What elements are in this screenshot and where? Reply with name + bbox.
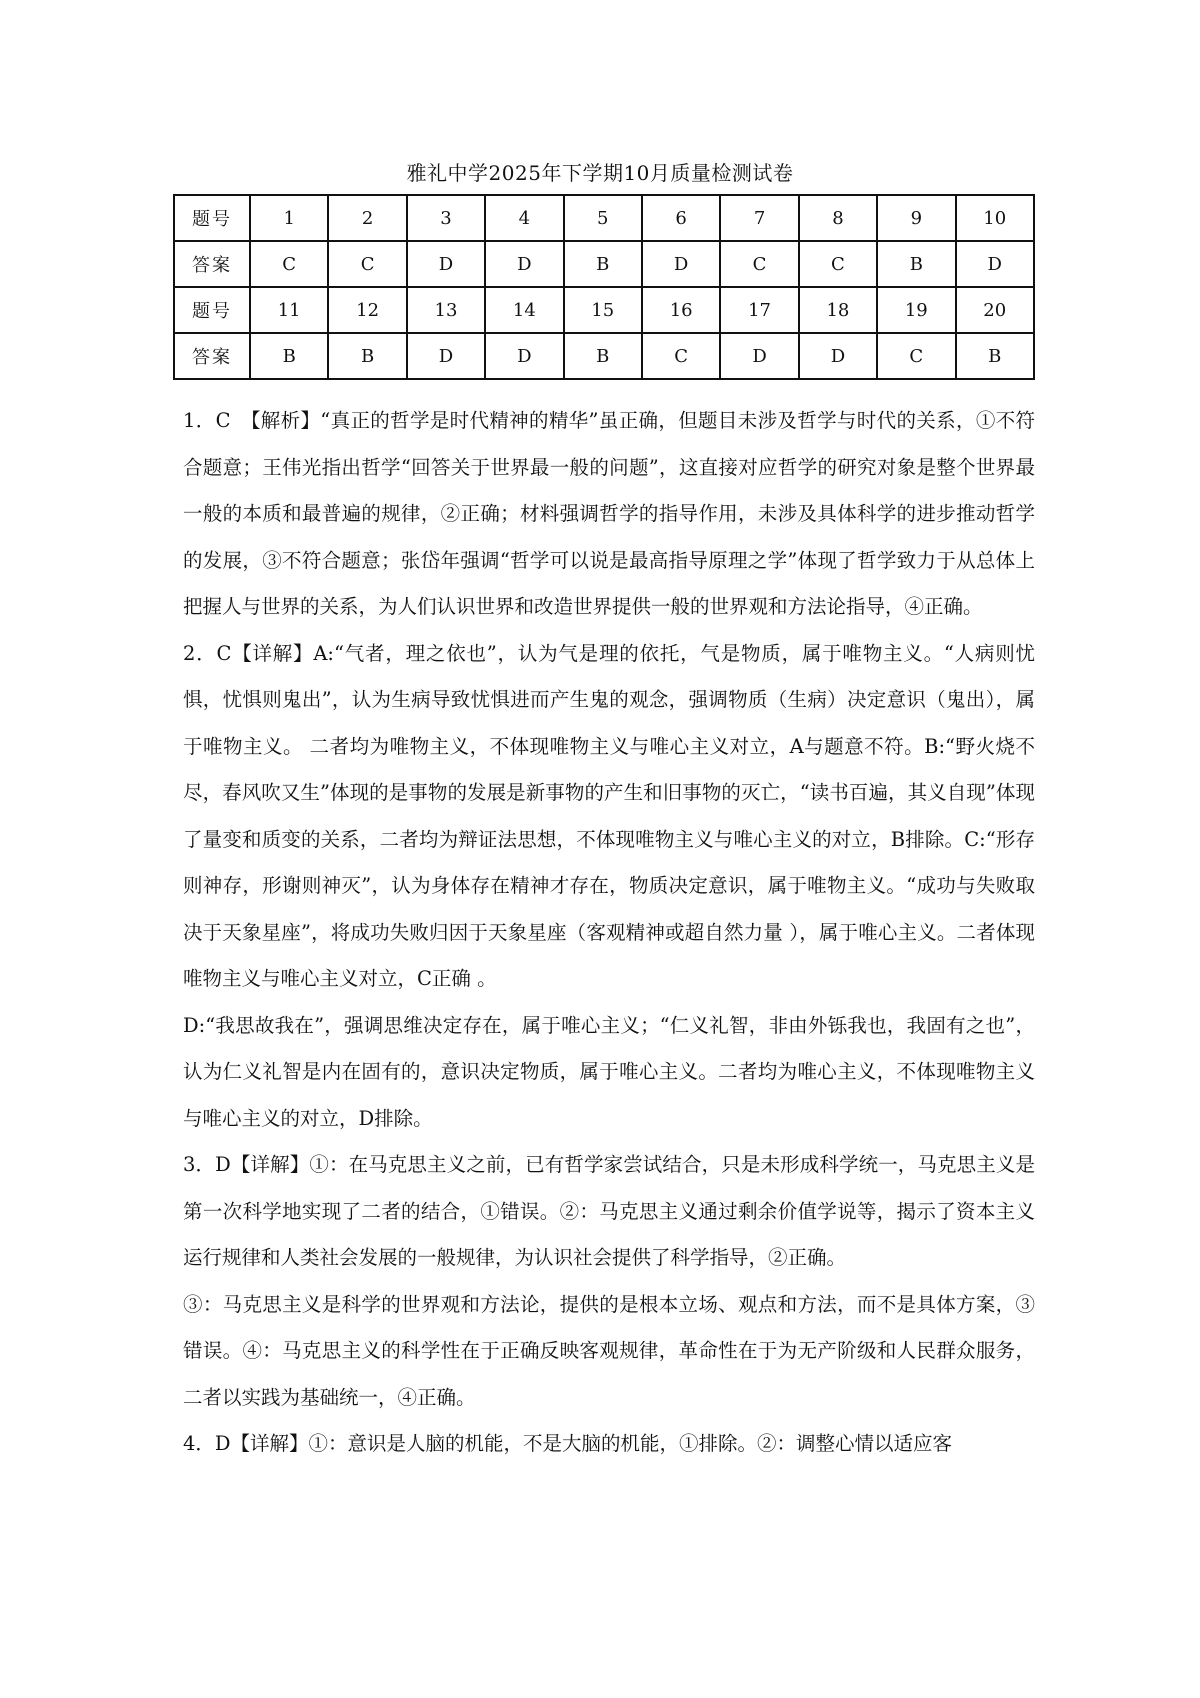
answer-table-cell: 9 bbox=[877, 195, 955, 241]
explanations bbox=[183, 398, 1035, 1468]
answer-table-cell: 16 bbox=[642, 287, 720, 333]
answer-table-cell: 19 bbox=[877, 287, 955, 333]
answer-table-cell: 2 bbox=[328, 195, 406, 241]
answer-table-cell: D bbox=[956, 241, 1034, 287]
document-title: 雅礼中学2025年下学期10月质量检测试卷 bbox=[406, 161, 794, 185]
answer-table-cell: B bbox=[250, 333, 328, 379]
explanation-paragraph: 1．C 【解析】“真正的哲学是时代精神的精华”虽正确，但题目未涉及哲学与时代的关系，①不符合题意；王伟光指出哲学“回答关于世界最一般的问题”，这直接对应哲学的研究对象是整个世界最一般的本质和最普遍的规律，②正确；材料强调哲学的指导作用，未涉及具体科学的进步推动哲学的发展，③不符合题意；张岱年强调“哲学可以说是最高指导原理之学”体现了哲学致力于从总体上把握人与世界的关系，为人们认识世界和改造世界提供一般的世界观和方法论指导，④正确。 bbox=[183, 409, 1035, 618]
answer-table-cell: D bbox=[720, 333, 798, 379]
answer-table-cell: C bbox=[642, 333, 720, 379]
answer-table-cell: D bbox=[799, 333, 877, 379]
answer-table-cell: 7 bbox=[720, 195, 798, 241]
explanation-paragraph: 3．D【详解】①：在马克思主义之前，已有哲学家尝试结合，只是未形成科学统一，马克思主义是第一次科学地实现了二者的结合，①错误。②：马克思主义通过剩余价值学说等，揭示了资本主义运行规律和人类社会发展的一般规律，为认识社会提供了科学指导，②正确。 bbox=[183, 1153, 1035, 1269]
answer-table-cell: 10 bbox=[956, 195, 1034, 241]
answer-table-cell: 5 bbox=[564, 195, 642, 241]
answer-table-row bbox=[174, 333, 1034, 379]
answer-table-cell: 4 bbox=[485, 195, 563, 241]
answer-table-cell: C bbox=[328, 241, 406, 287]
answer-table-cell: 1 bbox=[250, 195, 328, 241]
explanation-paragraph: D:“我思故我在”，强调思维决定存在，属于唯心主义；“仁义礼智，非由外铄我也，我固有之也”，认为仁义礼智是内在固有的，意识决定物质，属于唯心主义。二者均为唯心主义，不体现唯物主义与唯心主义的对立，D排除。 bbox=[183, 1013, 1035, 1130]
answer-table-cell: 20 bbox=[956, 287, 1034, 333]
answer-table-cell: 17 bbox=[720, 287, 798, 333]
answer-table-cell: C bbox=[720, 241, 798, 287]
answer-table-row bbox=[174, 195, 1034, 241]
answer-table-row-label: 题号 bbox=[174, 287, 250, 333]
answer-table-row-label: 答案 bbox=[174, 241, 250, 287]
answer-table-cell: 8 bbox=[799, 195, 877, 241]
answer-table bbox=[173, 194, 1035, 380]
answer-table-cell: C bbox=[799, 241, 877, 287]
answer-table-row bbox=[174, 287, 1034, 333]
answer-table-cell: 11 bbox=[250, 287, 328, 333]
answer-table-cell: B bbox=[564, 241, 642, 287]
answer-table-row-label: 题号 bbox=[174, 195, 250, 241]
answer-table-cell: B bbox=[877, 241, 955, 287]
answer-table-cell: C bbox=[877, 333, 955, 379]
explanation-paragraph: ③：马克思主义是科学的世界观和方法论，提供的是根本立场、观点和方法，而不是具体方案，③错误。④：马克思主义的科学性在于正确反映客观规律，革命性在于为无产阶级和人民群众服务，二者以实践为基础统一，④正确。 bbox=[183, 1292, 1035, 1409]
answer-table-cell: D bbox=[485, 333, 563, 379]
answer-table-cell: C bbox=[250, 241, 328, 287]
answer-table-row bbox=[174, 241, 1034, 287]
answer-table-row-label: 答案 bbox=[174, 333, 250, 379]
explanation-paragraph: 2．C【详解】A:“气者，理之依也”，认为气是理的依托，气是物质，属于唯物主义。“人病则忧惧，忧惧则鬼出”，认为生病导致忧惧进而产生鬼的观念，强调物质（生病）决定意识（鬼出），属于唯物主义。 二者均为唯物主义，不体现唯物主义与唯心主义对立，A与题意不符。B:“野火烧不尽，春风吹又生”体现的是事物的发展是新事物的产生和旧事物的灭亡，“读书百遍，其义自现”体现了量变和质变的关系，二者均为辩证法思想，不体现唯物主义与唯心主义的对立，B排除。C:“形存则神存，形谢则神灭”，认为身体存在精神才存在，物质决定意识，属于唯物主义。“成功与失败取决于天象星座”，将成功失败归因于天象星座（客观精神或超自然力量 ），属于唯心主义。二者体现唯物主义与唯心主义对立，C正确 。 bbox=[183, 641, 1035, 990]
answer-table-cell: D bbox=[407, 333, 485, 379]
answer-table-cell: B bbox=[328, 333, 406, 379]
answer-table-cell: 13 bbox=[407, 287, 485, 333]
answer-table-cell: D bbox=[485, 241, 563, 287]
explanation-paragraph: 4．D【详解】①：意识是人脑的机能，不是大脑的机能，①排除。②：调整心情以适应客 bbox=[183, 1432, 953, 1455]
answer-table-cell: 14 bbox=[485, 287, 563, 333]
answer-table-cell: 18 bbox=[799, 287, 877, 333]
answer-table-cell: 12 bbox=[328, 287, 406, 333]
answer-table-cell: 3 bbox=[407, 195, 485, 241]
answer-table-cell: 6 bbox=[642, 195, 720, 241]
answer-table-cell: 15 bbox=[564, 287, 642, 333]
answer-table-cell: D bbox=[642, 241, 720, 287]
answer-table-cell: D bbox=[407, 241, 485, 287]
answer-table-cell: B bbox=[564, 333, 642, 379]
answer-table-cell: B bbox=[956, 333, 1034, 379]
